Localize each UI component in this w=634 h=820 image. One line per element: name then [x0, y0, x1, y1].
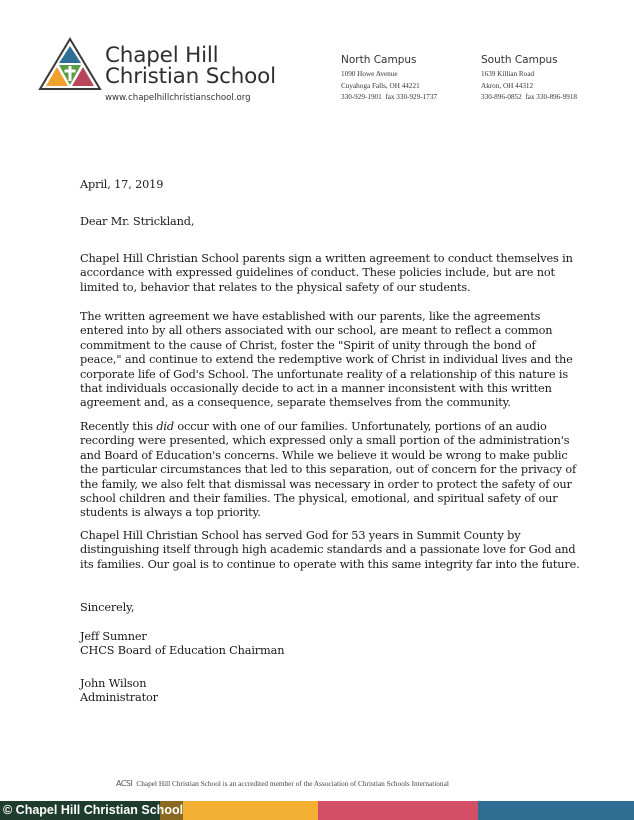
signatory-name: John Wilson: [80, 677, 147, 690]
signatory: [80, 630, 580, 659]
campus-phone-fax: 330-896-0852 fax 330-896-9918: [481, 93, 578, 101]
north-campus-address: [341, 53, 437, 104]
bar-segment-blue: [478, 801, 634, 820]
paragraph-text: [80, 420, 580, 521]
accreditation-note: [116, 779, 449, 788]
campus-city: Cuyahoga Falls, OH 44221: [341, 81, 420, 90]
cross-icon: [69, 66, 72, 81]
signatory-title: Administrator: [80, 691, 158, 705]
accreditation-text: Chapel Hill Christian School is an accredited member of the Association of Christian Schools International: [136, 779, 449, 788]
school-name: [105, 45, 276, 87]
school-logo-icon: [38, 37, 102, 91]
acsi-logo-icon: ACSI: [116, 779, 133, 788]
campus-phone-fax: 330-929-1901 fax 330-929-1737: [341, 93, 438, 101]
bar-segment-orange: [183, 801, 318, 820]
campus-street: 1090 Howe Avenue: [341, 70, 398, 78]
paragraph-text: Chapel Hill Christian School has served God for 53 years in Summit County by distinguishing itself through high academic standards and a passionate love for God and its families. Our goal is to continue to operate with this same integrity far into the future.: [80, 529, 580, 571]
bar-segment-red: [318, 801, 478, 820]
paragraph-text: The written agreement we have established with our parents, like the agreements entered into by all others associated with our school, are meant to reflect a common commitment to the cause of Christ, foster the "Spirit of unity through the bond of peace," and continue to extend the redemptive work of Christ in individual lives and the corporate life of God's School. The unfortunate reality of a relationship of this nature is that individuals occasionally decide to act in a manner inconsistent with this written agreement and, as a consequence, separate themselves from the community.: [80, 310, 573, 410]
image-credit: © Chapel Hill Christian School: [3, 803, 184, 817]
letter-paragraph: [80, 420, 580, 521]
paragraph-text-rest: occur with one of our families. Unfortunately, portions of an audio recording were presented, which expressed only a small portion of the administration's and Board of Education's concerns. While we believe it would be wrong to make public the particular circumstances that led to this separation, out of concern for the privacy of the family, we also felt that dismissal was necessary in order to protect the safety of our school children and their families. The physical, emotional, and spiritual safety of our students is always a top priority.: [80, 420, 577, 520]
signatory-name: Jeff Sumner: [80, 630, 147, 643]
school-name-line1: Chapel Hill: [105, 43, 219, 68]
emphasized-word: did: [156, 420, 174, 433]
campus-city: Akron, OH 44312: [481, 81, 534, 90]
campus-title: North Campus: [341, 54, 417, 66]
campus-street: 1639 Killian Road: [481, 70, 535, 78]
letter-paragraph: [80, 252, 580, 295]
cross-bar: [65, 70, 76, 73]
school-website: www.chapelhillchristianschool.org: [105, 93, 251, 103]
school-name-line2: Christian School: [105, 64, 276, 89]
letter-paragraph: [80, 529, 580, 572]
salutation: Dear Mr. Strickland,: [80, 215, 195, 228]
signatory-title: CHCS Board of Education Chairman: [80, 644, 285, 658]
letter-date: April, 17, 2019: [80, 178, 164, 191]
paragraph-text: Chapel Hill Christian School parents sign a written agreement to conduct themselves in accordance with expressed guidelines of conduct. These policies include, but are not limited to, behavior that relates to the physical safety of our students.: [80, 252, 573, 294]
south-campus-address: [481, 53, 577, 104]
letterhead: [0, 0, 634, 120]
closing: Sincerely,: [80, 601, 135, 614]
campus-title: South Campus: [481, 54, 558, 66]
letter-paragraph: [80, 310, 580, 411]
signatory: [80, 677, 580, 706]
paragraph-text-start: Recently this: [80, 420, 157, 433]
